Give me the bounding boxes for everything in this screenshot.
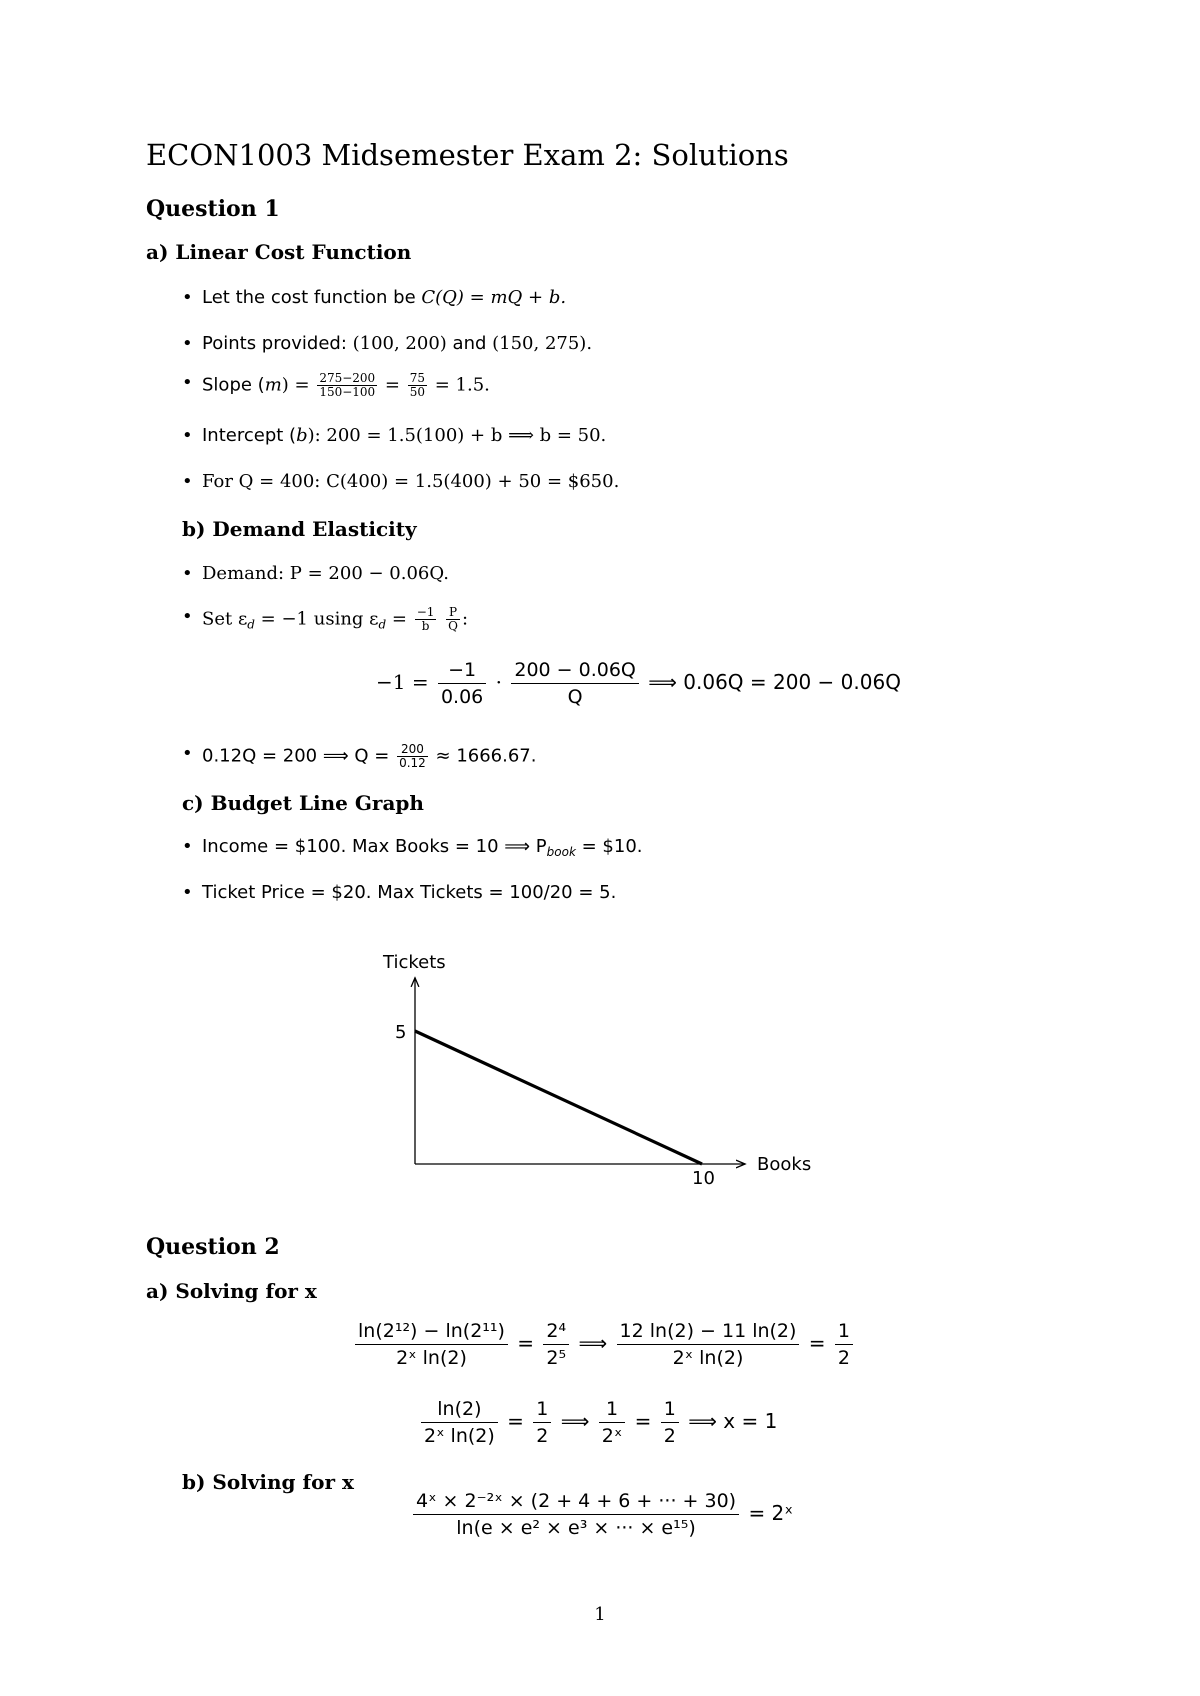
q1b-heading: b) Demand Elasticity — [182, 517, 417, 541]
q1a-bullet-points: • Points provided: (100, 200) and (150, 275). — [202, 333, 592, 354]
q2a-e2-fraction-4: $\frac{1}{2}$ — [661, 1396, 679, 1449]
q1b-bullet-demand: • Demand: P = 200 − 0.06Q. — [202, 563, 449, 584]
q2a-e1-fraction-4: $\frac{1}{2}$ — [835, 1318, 853, 1371]
q2a-e2-fraction-2: $\frac{1}{2}$ — [533, 1396, 551, 1449]
budget-line — [415, 1031, 702, 1164]
slope-fraction-1: $\frac{275-200}{150-100}$ — [319, 371, 376, 399]
eq-fraction-2: $\frac{200 - 0.06Q}{Q}$ — [511, 657, 639, 710]
q2a-e2-fraction-3: $\frac{1}{\text{2ˣ}}$ — [599, 1396, 626, 1449]
budget-line-chart — [370, 928, 830, 1198]
q2a-e1-fraction-2: $\frac{\text{2⁴}}{\text{2⁵}}$ — [543, 1318, 569, 1371]
q1a-bullet-cost-function: • Let the cost function be C(Q) = mQ + b. — [202, 287, 566, 308]
q1a-heading: a) Linear Cost Function — [146, 240, 412, 264]
eq-fraction-1: $\frac{-1}{0.06}$ — [438, 657, 486, 710]
x-tick-label: 10 — [692, 1168, 715, 1189]
q2a-e2-fraction-1: $\frac{\ln(2)}{\text{2ˣ ln(2)}}$ — [421, 1396, 498, 1449]
q1c-bullet-tickets: • Ticket Price = $20. Max Tickets = 100/20 = 5. — [202, 882, 616, 903]
q2a-e1-fraction-3: $\frac{12 \ln(2) - 11 \ln(2)}{\text{2ˣ ln(2)}}$ — [617, 1318, 800, 1371]
elasticity-equation: −1 = $\frac{-1}{0.06}$ · $\frac{200 - 0.06Q}{Q}$ ⟹ 0.06Q = 200 − 0.06Q — [376, 659, 901, 708]
question-1-heading: Question 1 — [146, 196, 280, 222]
q2b-equation: $\frac{\text{4ˣ × 2⁻²ˣ × (2 + 4 + 6 + ··· + 30)}}{\text{ln(e × e² × e³ × ··· × e¹⁵)}}$ = 2ˣ — [410, 1488, 793, 1541]
q2a-equation-2: $\frac{\ln(2)}{\text{2ˣ ln(2)}}$ = $\frac{1}{2}$ ⟹ $\frac{1}{\text{2ˣ}}$ = $\frac{1}{2}$ ⟹ x = 1 — [418, 1396, 777, 1449]
q1c-bullet-income: • Income = $100. Max Books = 10 ⟹ $P_{book}$ = $10. — [202, 836, 643, 859]
q-fraction: $\frac{200}{0.12}$ — [399, 742, 426, 770]
slope-fraction-2: $\frac{75}{50}$ — [409, 371, 426, 399]
q1a-bullet-intercept: • Intercept (b): 200 = 1.5(100) + b ⟹ b = 50. — [202, 425, 606, 446]
elasticity-fraction-1: $\frac{-1}{b}$ — [416, 605, 435, 633]
q1a-bullet-cost-400: • For Q = 400: C(400) = 1.5(400) + 50 = $650. — [202, 471, 619, 492]
q2a-e1-fraction-1: $\frac{\text{ln(2¹²) − ln(2¹¹)}}{\text{2ˣ ln(2)}}$ — [355, 1318, 508, 1371]
q2a-equation-1: $\frac{\text{ln(2¹²) − ln(2¹¹)}}{\text{2ˣ ln(2)}}$ = $\frac{\text{2⁴}}{\text{2⁵}}$ ⟹ $\frac{12 \ln(2) - 11 \ln(2)}{\text{2ˣ ln(2)}}$ = $\frac{1}{2}$ — [352, 1318, 856, 1371]
page-number: 1 — [594, 1604, 606, 1625]
q1b-bullet-elasticity: • Set $\varepsilon_d = -1$ using $\varepsilon_d$ = $\frac{-1}{b}$ $\frac{P}{Q}$ : — [202, 606, 468, 633]
y-tick-label: 5 — [395, 1022, 407, 1043]
question-2-heading: Question 2 — [146, 1234, 280, 1260]
elasticity-fraction-2: $\frac{P}{Q}$ — [448, 605, 458, 633]
y-axis-label: Tickets — [383, 951, 446, 973]
q2b-fraction: $\frac{\text{4ˣ × 2⁻²ˣ × (2 + 4 + 6 + ··· + 30)}}{\text{ln(e × e² × e³ × ··· × e¹⁵)}}$ — [413, 1488, 739, 1541]
x-axis-label: Books — [757, 1154, 812, 1175]
page-title: ECON1003 Midsemester Exam 2: Solutions — [146, 138, 789, 172]
q1c-heading: c) Budget Line Graph — [182, 791, 424, 815]
q1a-bullet-slope: • Slope (m) = $\frac{275-200}{150-100}$ = $\frac{75}{50}$ = 1.5. — [202, 372, 490, 399]
q2b-heading: b) Solving for x — [182, 1470, 354, 1494]
q1b-bullet-solve-q: • 0.12Q = 200 ⟹ Q = $\frac{200}{0.12}$ ≈ 1666.67. — [202, 743, 536, 770]
q2a-heading: a) Solving for x — [146, 1279, 317, 1303]
